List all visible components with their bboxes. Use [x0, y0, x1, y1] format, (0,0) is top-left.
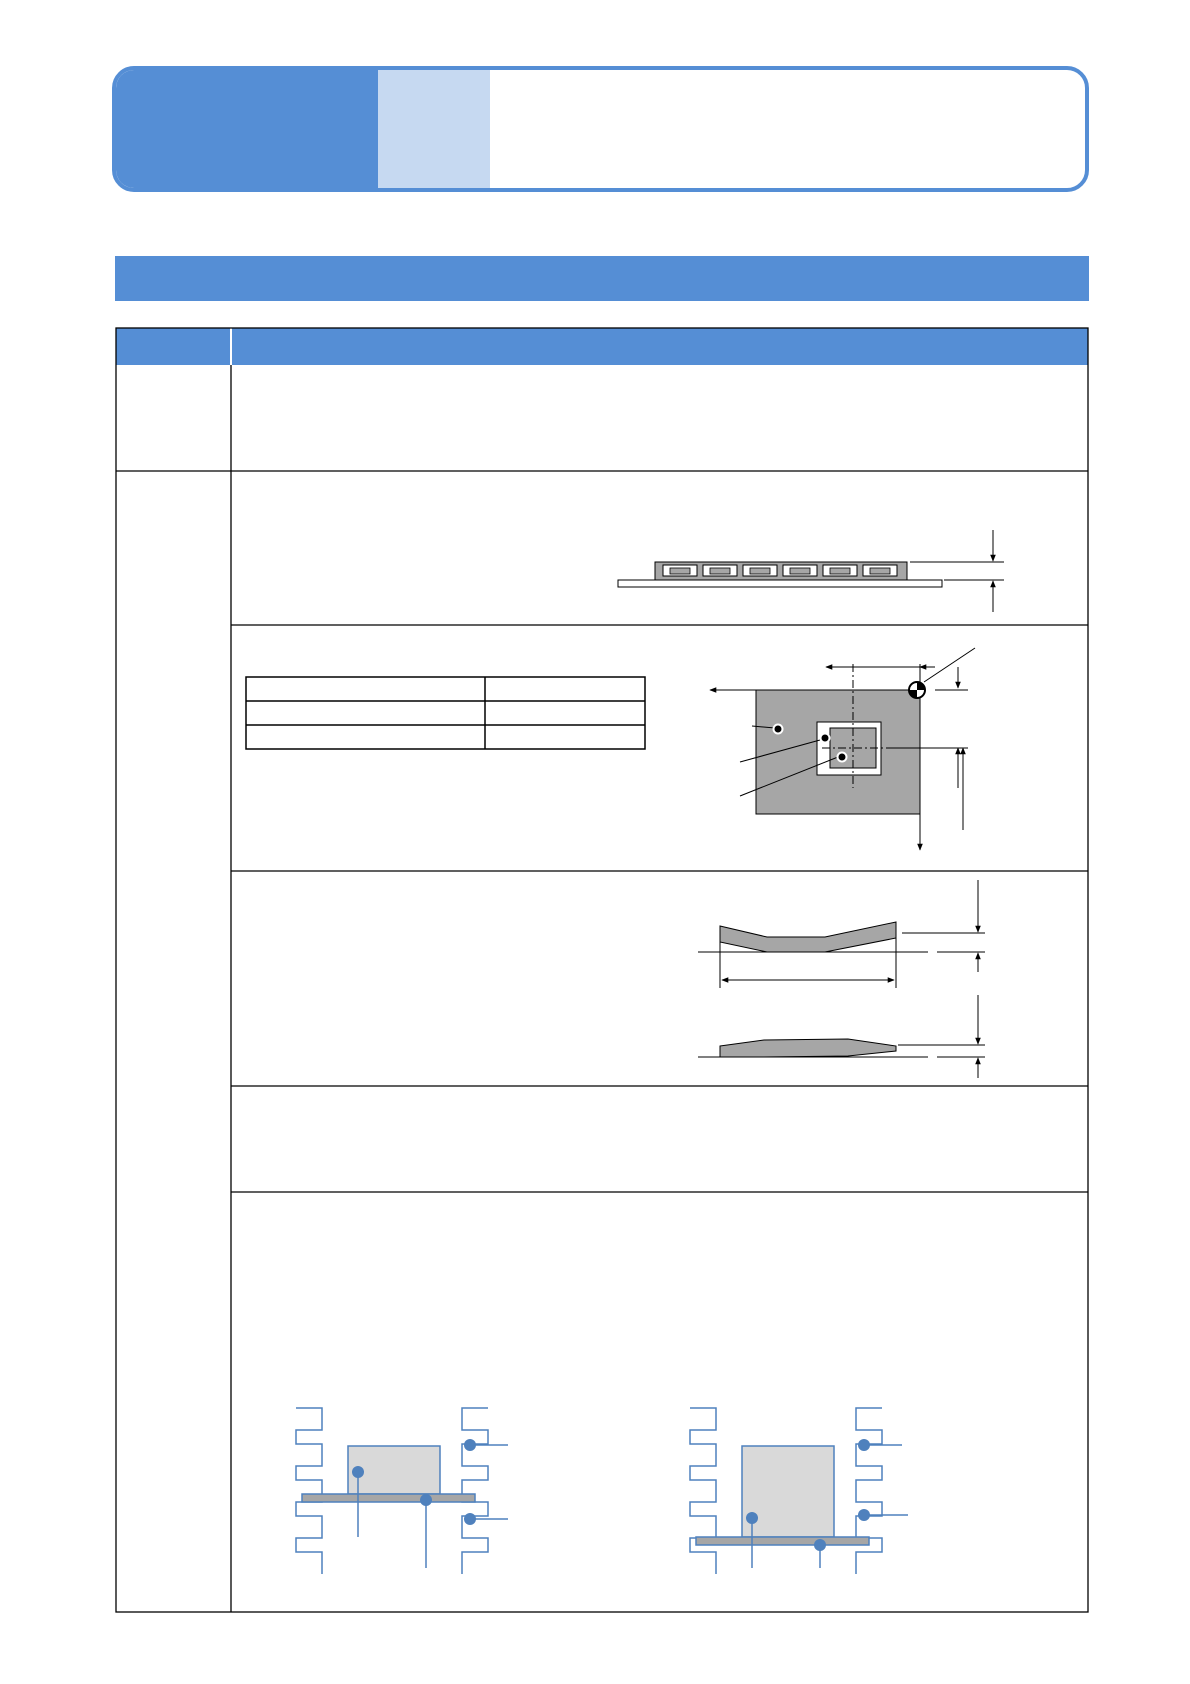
spec-mini-table	[246, 677, 645, 749]
table-header-row	[116, 328, 1088, 365]
table-grid	[116, 328, 1088, 1612]
component-body-right	[742, 1446, 834, 1537]
substrate-thickness-diagram	[618, 530, 1004, 612]
substrate-left	[302, 1494, 475, 1502]
warp-diagram	[698, 880, 985, 1078]
fin-diagram-right	[690, 1408, 908, 1574]
substrate-right	[696, 1537, 869, 1545]
position-diagram	[710, 648, 975, 850]
fin-diagram-left	[296, 1408, 508, 1574]
